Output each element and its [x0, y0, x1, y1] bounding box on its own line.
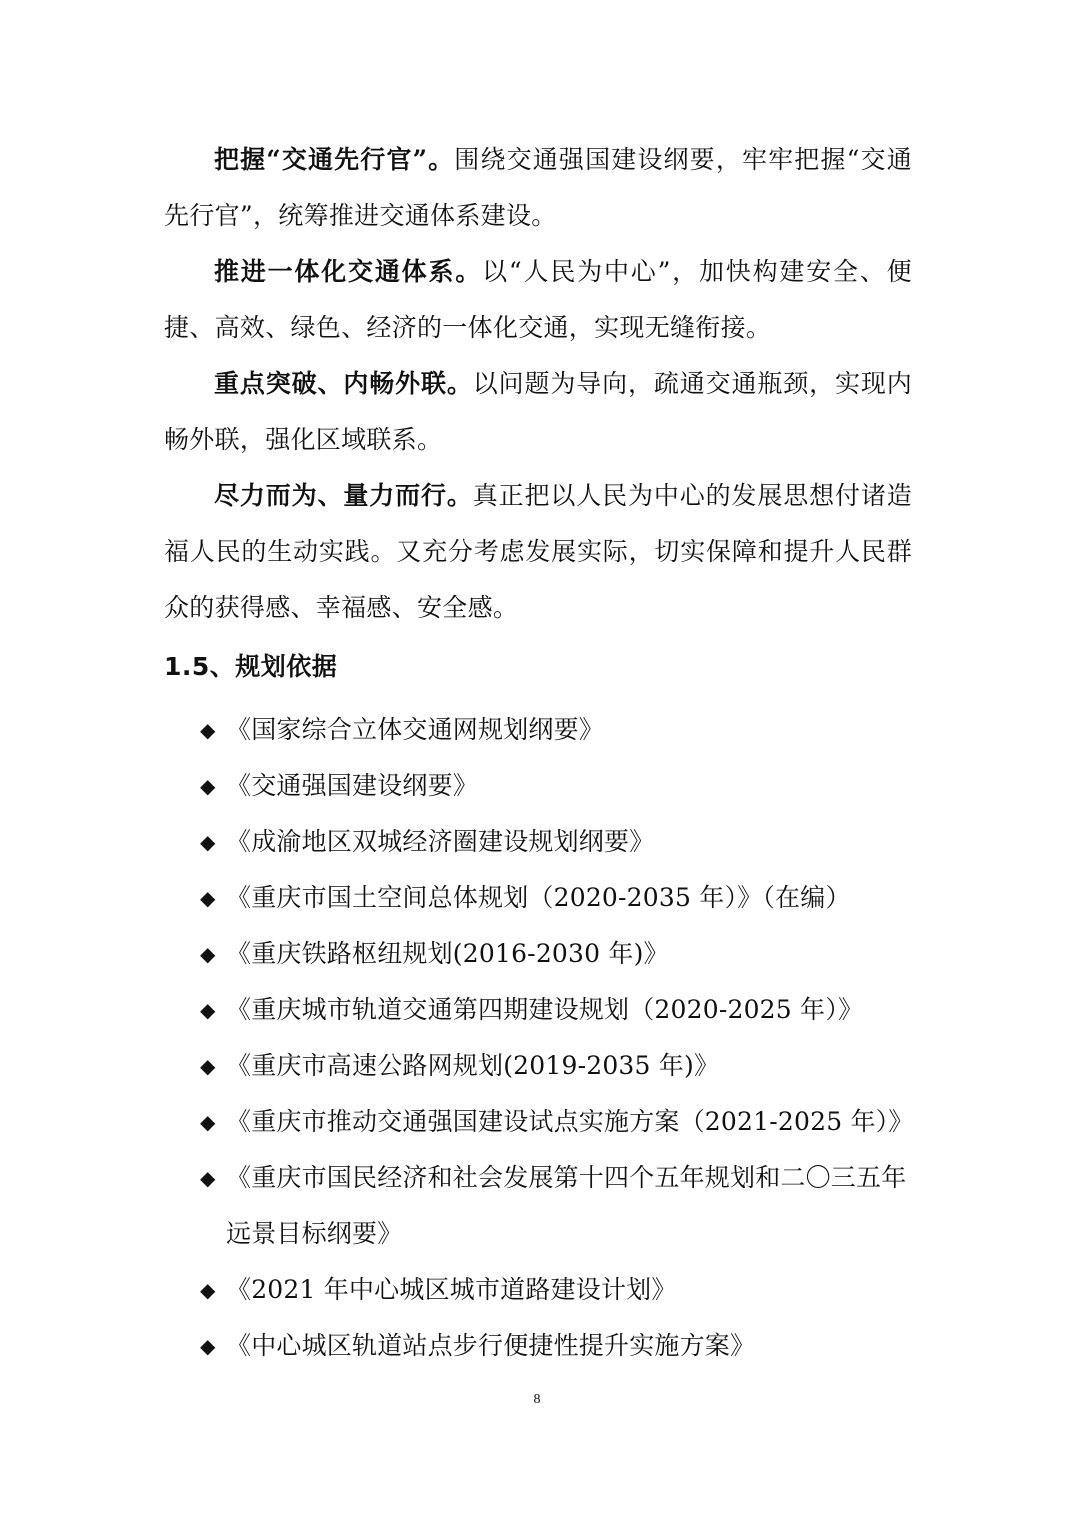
list-item: [164, 1038, 912, 1094]
list-item: [164, 870, 912, 926]
diamond-bullet-icon: ◆: [200, 1334, 216, 1358]
list-item-text: 《重庆市推动交通强国建设试点实施方案（2021-2025 年）》: [226, 1107, 914, 1136]
list-item-text: 《国家综合立体交通网规划纲要》: [226, 715, 605, 744]
section-heading: 1.5、规划依据: [164, 652, 338, 681]
diamond-bullet-icon: ◆: [200, 942, 216, 966]
list-item-text: 《重庆市国土空间总体规划（2020-2035 年）》（在编）: [226, 883, 851, 912]
paragraph-1: [164, 244, 912, 356]
list-item-text: 《重庆市高速公路网规划(2019-2035 年)》: [226, 1051, 720, 1080]
diamond-bullet-icon: ◆: [200, 1278, 216, 1302]
paragraph-lead: 尽力而为、量力而行。: [214, 481, 473, 510]
paragraph-text: 以问题为导向，疏通交通瓶颈，实现内畅外联，强化区域联系。: [164, 369, 912, 454]
list-item: [164, 814, 912, 870]
paragraph-3: [164, 468, 912, 636]
diamond-bullet-icon: ◆: [200, 1166, 216, 1190]
reference-list: [164, 702, 912, 1374]
list-item: [164, 982, 912, 1038]
diamond-bullet-icon: ◆: [200, 830, 216, 854]
paragraph-text: 以“人民为中心”，加快构建安全、便捷、高效、绿色、经济的一体化交通，实现无缝衔接。: [164, 257, 912, 342]
list-item: [164, 926, 912, 982]
list-item-text: 《2021 年中心城区城市道路建设计划》: [226, 1275, 677, 1304]
diamond-bullet-icon: ◆: [200, 1054, 216, 1078]
paragraph-text: 真正把以人民为中心的发展思想付诸造福人民的生动实践。又充分考虑发展实际，切实保障和提升人民群众的获得感、幸福感、安全感。: [164, 481, 912, 622]
paragraph-0: [164, 132, 912, 244]
page-number: 8: [533, 1392, 541, 1407]
list-item-text: 《交通强国建设纲要》: [226, 771, 479, 800]
list-item-text: 《成渝地区双城经济圈建设规划纲要》: [226, 827, 655, 856]
list-item: [164, 702, 912, 758]
diamond-bullet-icon: ◆: [200, 886, 216, 910]
list-item-text: 《重庆市国民经济和社会发展第十四个五年规划和二〇三五年远景目标纲要》: [226, 1163, 907, 1248]
list-item: [164, 758, 912, 814]
paragraph-lead: 把握“交通先行官”。: [214, 145, 455, 174]
paragraph-lead: 重点突破、内畅外联。: [214, 369, 473, 398]
paragraph-2: [164, 356, 912, 468]
list-item-text: 《重庆城市轨道交通第四期建设规划（2020-2025 年）》: [226, 995, 864, 1024]
list-item: [164, 1094, 912, 1150]
diamond-bullet-icon: ◆: [200, 1110, 216, 1134]
paragraph-lead: 推进一体化交通体系。: [214, 257, 483, 286]
list-item-text: 《中心城区轨道站点步行便捷性提升实施方案》: [226, 1331, 756, 1360]
diamond-bullet-icon: ◆: [200, 718, 216, 742]
list-item: [164, 1262, 912, 1318]
diamond-bullet-icon: ◆: [200, 998, 216, 1022]
list-item-text: 《重庆铁路枢纽规划(2016-2030 年)》: [226, 939, 669, 968]
paragraph-text: 围绕交通强国建设纲要，牢牢把握“交通先行官”，统筹推进交通体系建设。: [164, 145, 912, 230]
list-item: [164, 1150, 912, 1262]
page-content: [164, 132, 912, 1374]
list-item: [164, 1318, 912, 1374]
diamond-bullet-icon: ◆: [200, 774, 216, 798]
